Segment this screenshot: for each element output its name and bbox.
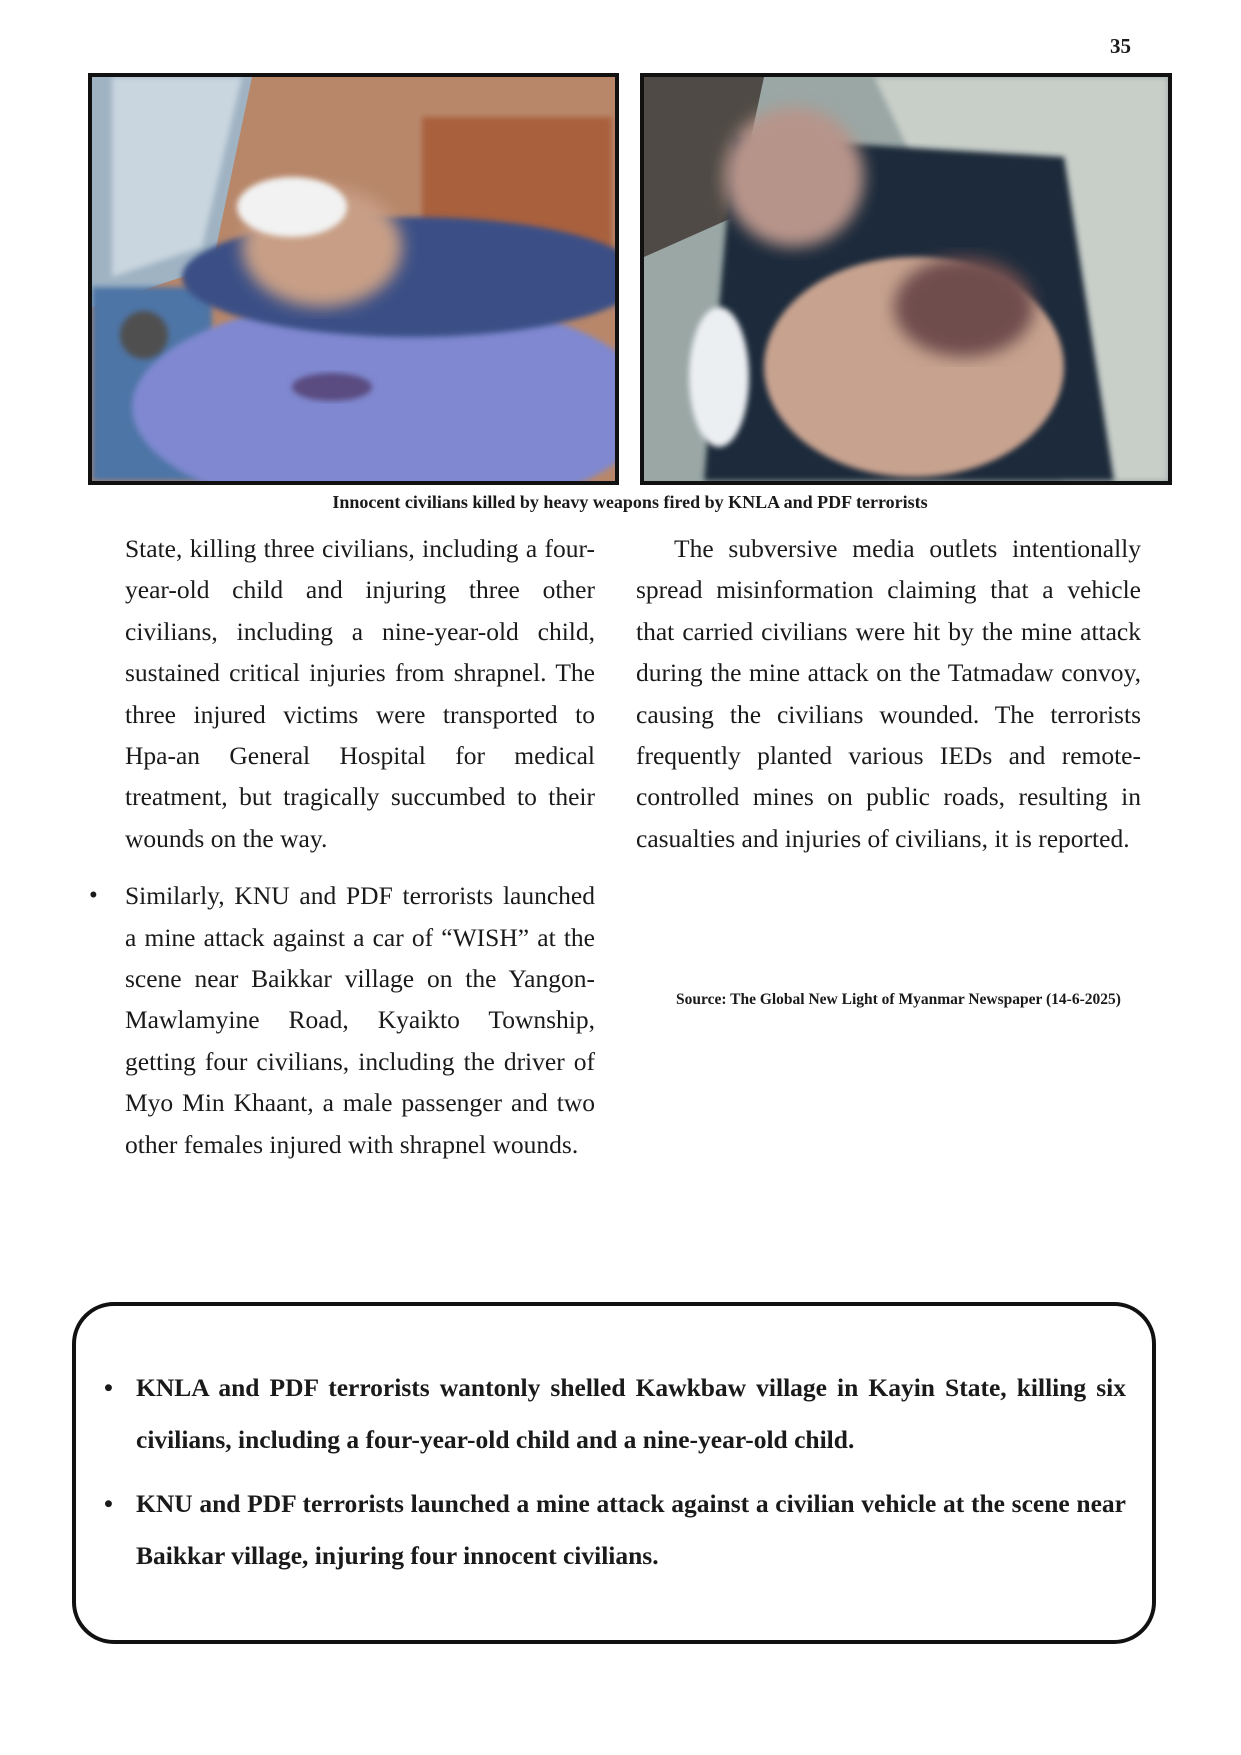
summary-item [104,1362,1126,1466]
left-column [89,528,595,1165]
photo-caption: Innocent civilians killed by heavy weapons fired by KNLA and PDF terrorists [332,492,928,512]
bullet-icon: • [104,1373,113,1402]
summary-text: KNU and PDF terrorists launched a mine attack against a civilian vehicle at the scene near Baikkar village, injuring four innocent civilians. [136,1489,1126,1570]
bullet-icon: • [89,882,98,910]
left-paragraph: State, killing three civilians, including a four-year-old child and injuring three other civilians, including a nine-year-old child, sustained critical injuries from shrapnel. The three injured victims were transported to Hpa-an General Hospital for medical treatment, but tragically succumbed to their wounds on the way. [125,534,595,853]
source-note: Source: The Global New Light of Myanmar Newspaper (14-6-2025) [676,991,1121,1008]
right-photo-image [644,77,1168,481]
right-paragraph: The subversive media outlets intentionally spread misinformation claiming that a vehicle that carried civilians were hit by the mine attack during the mine attack on the Tatmadaw convoy, causing the civilians wounded. The terrorists frequently planted various IEDs and remote-controlled mines on public roads, resulting in casualties and injuries of civilians, it is reported. [636,534,1141,853]
left-bullet-item [89,875,595,1165]
summary-list [104,1362,1126,1594]
page-number: 35 [1110,34,1131,58]
left-photo [88,73,619,485]
bullet-icon: • [104,1489,113,1518]
right-photo [640,73,1172,485]
left-bullet-text: Similarly, KNU and PDF terrorists launched a mine attack against a car of “WISH” at the scene near Baikkar village on the Yangon-Mawlamyine Road, Kyaikto Township, getting four civilians, including the driver of Myo Min Khaant, a male passenger and two other females injured with shrapnel wounds. [125,881,595,1159]
summary-box [72,1302,1156,1644]
left-photo-image [92,77,615,481]
right-column [636,528,1141,859]
summary-item [104,1478,1126,1582]
summary-text: KNLA and PDF terrorists wantonly shelled Kawkbaw village in Kayin State, killing six civilians, including a four-year-old child and a nine-year-old child. [136,1373,1126,1454]
